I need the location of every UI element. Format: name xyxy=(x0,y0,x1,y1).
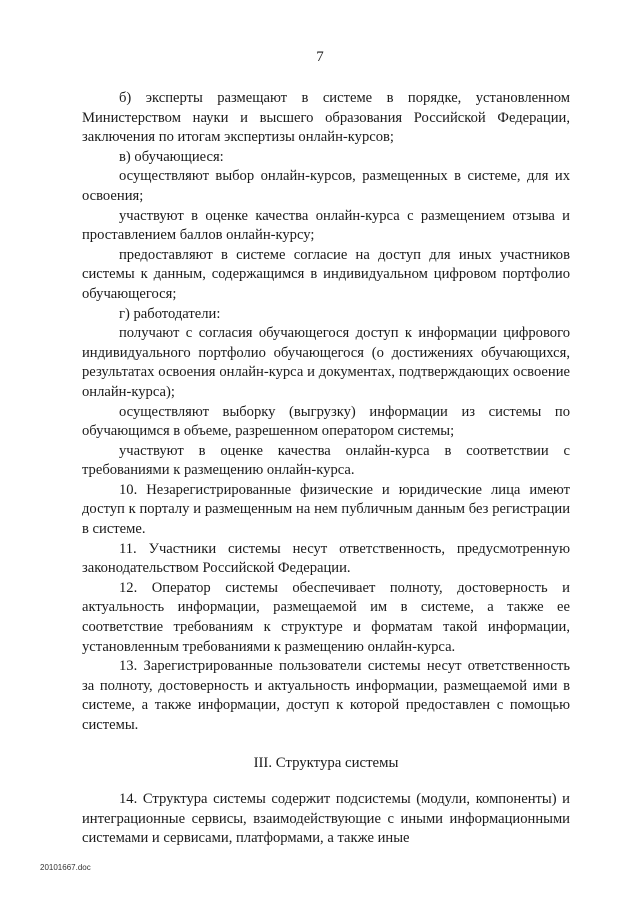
paragraph-employers-access: получают с согласия обучающегося доступ к информации цифрового индивидуального портфолио обучающегося (о достижениях обучающихся, результатах освоения онлайн-курса и документах, подтверждающих освоение онлайн-курса); xyxy=(82,325,570,400)
paragraph-clause-10: 10. Незарегистрированные физические и юридические лица имеют доступ к порталу и размещенным на нем публичным данным без регистрации в системе. xyxy=(82,481,570,538)
paragraph-clause-11: 11. Участники системы несут ответственность, предусмотренную законодательством Российской Федерации. xyxy=(82,540,570,577)
paragraph-experts: б) эксперты размещают в системе в порядке, установленном Министерством науки и высшего образования Российской Федерации, заключения по итогам экспертизы онлайн-курсов; xyxy=(82,90,570,146)
paragraph-learners-consent: предоставляют в системе согласие на доступ для иных участников системы к данным, содержащимся в индивидуальном цифровом портфолио обучающегося; xyxy=(82,246,570,302)
document-body xyxy=(82,89,570,849)
paragraph-learners-select: осуществляют выбор онлайн-курсов, размещенных в системе, для их освоения; xyxy=(82,168,570,204)
paragraph-clause-13: 13. Зарегистрированные пользователи системы несут ответственность за полноту, достоверность и актуальность информации, размещаемой ими в системе, а также информации, доступ к которой предоставлен с помощью системы. xyxy=(82,658,570,733)
footer-filename: 20101667.doc xyxy=(40,863,91,872)
paragraph-employers-heading: г) работодатели: xyxy=(119,305,221,322)
paragraph-clause-14: 14. Структура системы содержит подсистемы (модули, компоненты) и интеграционные сервисы, взаимодействующие с иными информационными системами и сервисами, платформами, а также иные xyxy=(82,791,570,847)
paragraph-employers-export: осуществляют выборку (выгрузку) информации из системы по обучающимся в объеме, разрешенном оператором системы; xyxy=(82,403,570,440)
paragraph-learners-evaluate: участвуют в оценке качества онлайн-курса с размещением отзыва и проставлением баллов онлайн-курсу; xyxy=(82,207,570,244)
section-heading: III. Структура системы xyxy=(253,754,399,771)
page-number: 7 xyxy=(316,49,324,65)
paragraph-employers-evaluate: участвуют в оценке качества онлайн-курса в соответствии с требованиями к размещению онлайн-курса. xyxy=(82,442,570,479)
paragraph-clause-12: 12. Оператор системы обеспечивает полноту, достоверность и актуальность информации, размещаемой им в системе, а также ее соответствие требованиям к структуре и форматам такой информации, установленным требованиями к размещению онлайн-курса. xyxy=(82,579,570,655)
paragraph-learners-heading: в) обучающиеся: xyxy=(119,148,224,165)
